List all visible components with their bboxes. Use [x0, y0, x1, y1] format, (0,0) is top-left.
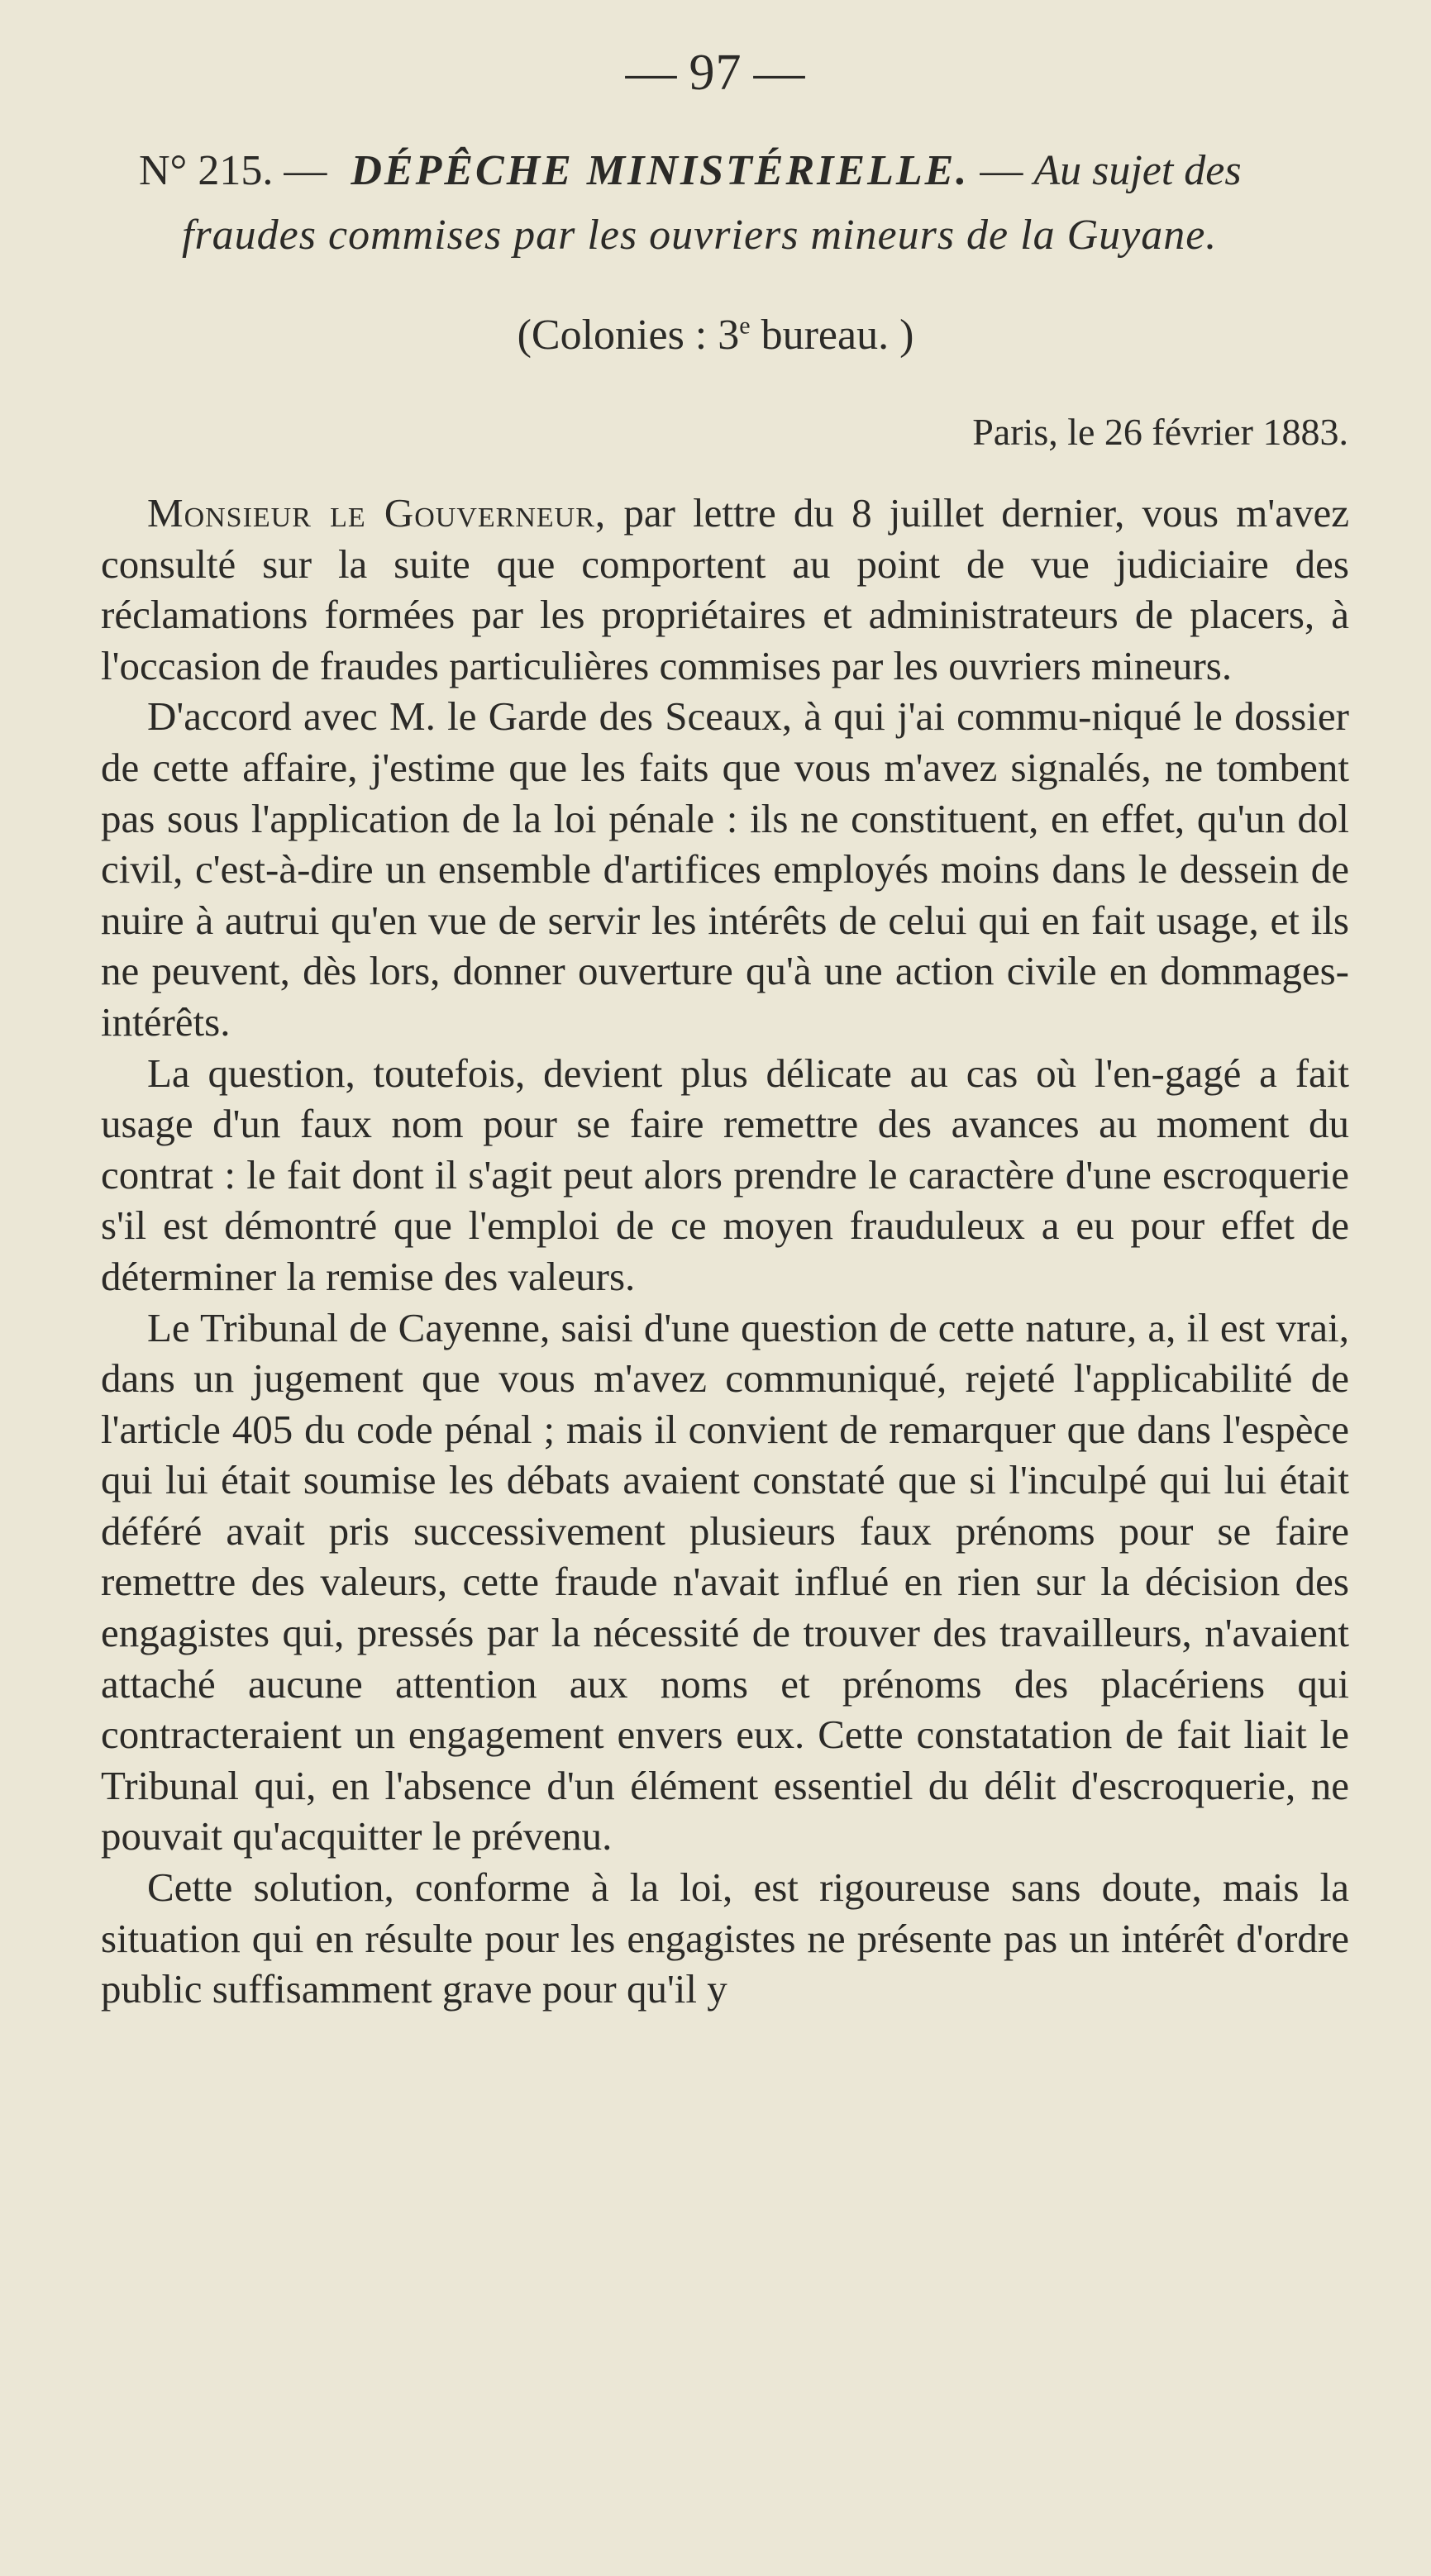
paragraph-5: Cette solution, conforme à la loi, est rigoureuse sans doute, mais la situation qui en résulte pour les engagistes ne présente pas un intérêt d'ordre public suffisamment grave pour qu'il y: [101, 1864, 1349, 2012]
document-heading: [139, 139, 1354, 268]
bureau-ordinal: e: [739, 312, 751, 340]
letter-body: [101, 488, 1349, 2015]
bureau-prefix: (Colonies : 3: [517, 312, 740, 359]
page-number-value: 97: [689, 45, 742, 101]
paragraph-1-text: par lettre du 8 juillet dernier, vous m'avez consulté sur la suite que comportent au point de vue judiciaire des réclamations formées par les propriétaires et administrateurs de placers, à l'occasion de fraudes particulières commises par les ouvriers mineurs.: [101, 490, 1349, 688]
page-number-dash-right: —: [753, 45, 806, 101]
dateline: Paris, le 26 février 1883.: [972, 411, 1348, 453]
paragraph-1: [101, 488, 1349, 691]
page-number-dash-left: —: [625, 45, 678, 101]
salutation: Monsieur le Gouverneur,: [147, 490, 607, 536]
heading-subject-line2: fraudes commises par les ouvriers mineurs de la Guyane.: [182, 212, 1218, 259]
paragraph-3: La question, toutefois, devient plus délicate au cas où l'en-gagé a fait usage d'un faux nom pour se faire remettre des avances au moment du contrat : le fait dont il s'agit peut alors prendre le caractère d'une escroquerie s'il est démontré que l'emploi de ce moyen frauduleux a eu pour effet de déterminer la remise des valeurs.: [101, 1050, 1349, 1299]
bureau-reference: [0, 304, 1431, 367]
bureau-suffix: bureau. ): [750, 312, 914, 359]
heading-subject-line1: Au sujet des: [1033, 147, 1242, 194]
heading-kind: DÉPÊCHE MINISTÉRIELLE.: [351, 147, 970, 194]
paragraph-2: D'accord avec M. le Garde des Sceaux, à qui j'ai commu-niqué le dossier de cette affaire, j'estime que les faits que vous m'avez signalés, ne tombent pas sous l'application de la loi pénale : ils ne constituent, en effet, qu'un dol civil, c'est-à-dire un ensemble d'artifices employés moins dans le dessein de nuire à autrui qu'en vue de servir les intérêts de celui qui en fait usage, et ils ne peuvent, dès lors, donner ouverture qu'à une action civile en dommages-intérêts.: [101, 693, 1349, 1045]
heading-separator: —: [980, 147, 1023, 194]
page-number: [0, 40, 1431, 106]
heading-number: N° 215. —: [139, 147, 327, 194]
paragraph-4: Le Tribunal de Cayenne, saisi d'une question de cette nature, a, il est vrai, dans un jugement que vous m'avez communiqué, rejeté l'applicabilité de l'article 405 du code pénal ; mais il convient de remarquer que dans l'espèce qui lui était soumise les débats avaient constaté que si l'inculpé qui lui était déféré avait pris successivement plusieurs faux prénoms pour se faire remettre des valeurs, cette fraude n'avait influé en rien sur la décision des engagistes qui, pressés par la nécessité de trouver des travailleurs, n'avaient attaché aucune attention aux noms et prénoms des placériens qui contracteraient un engagement envers eux. Cette constatation de fait liait le Tribunal qui, en l'absence d'un élément essentiel du délit d'escroquerie, ne pouvait qu'acquitter le prévenu.: [101, 1304, 1349, 1859]
